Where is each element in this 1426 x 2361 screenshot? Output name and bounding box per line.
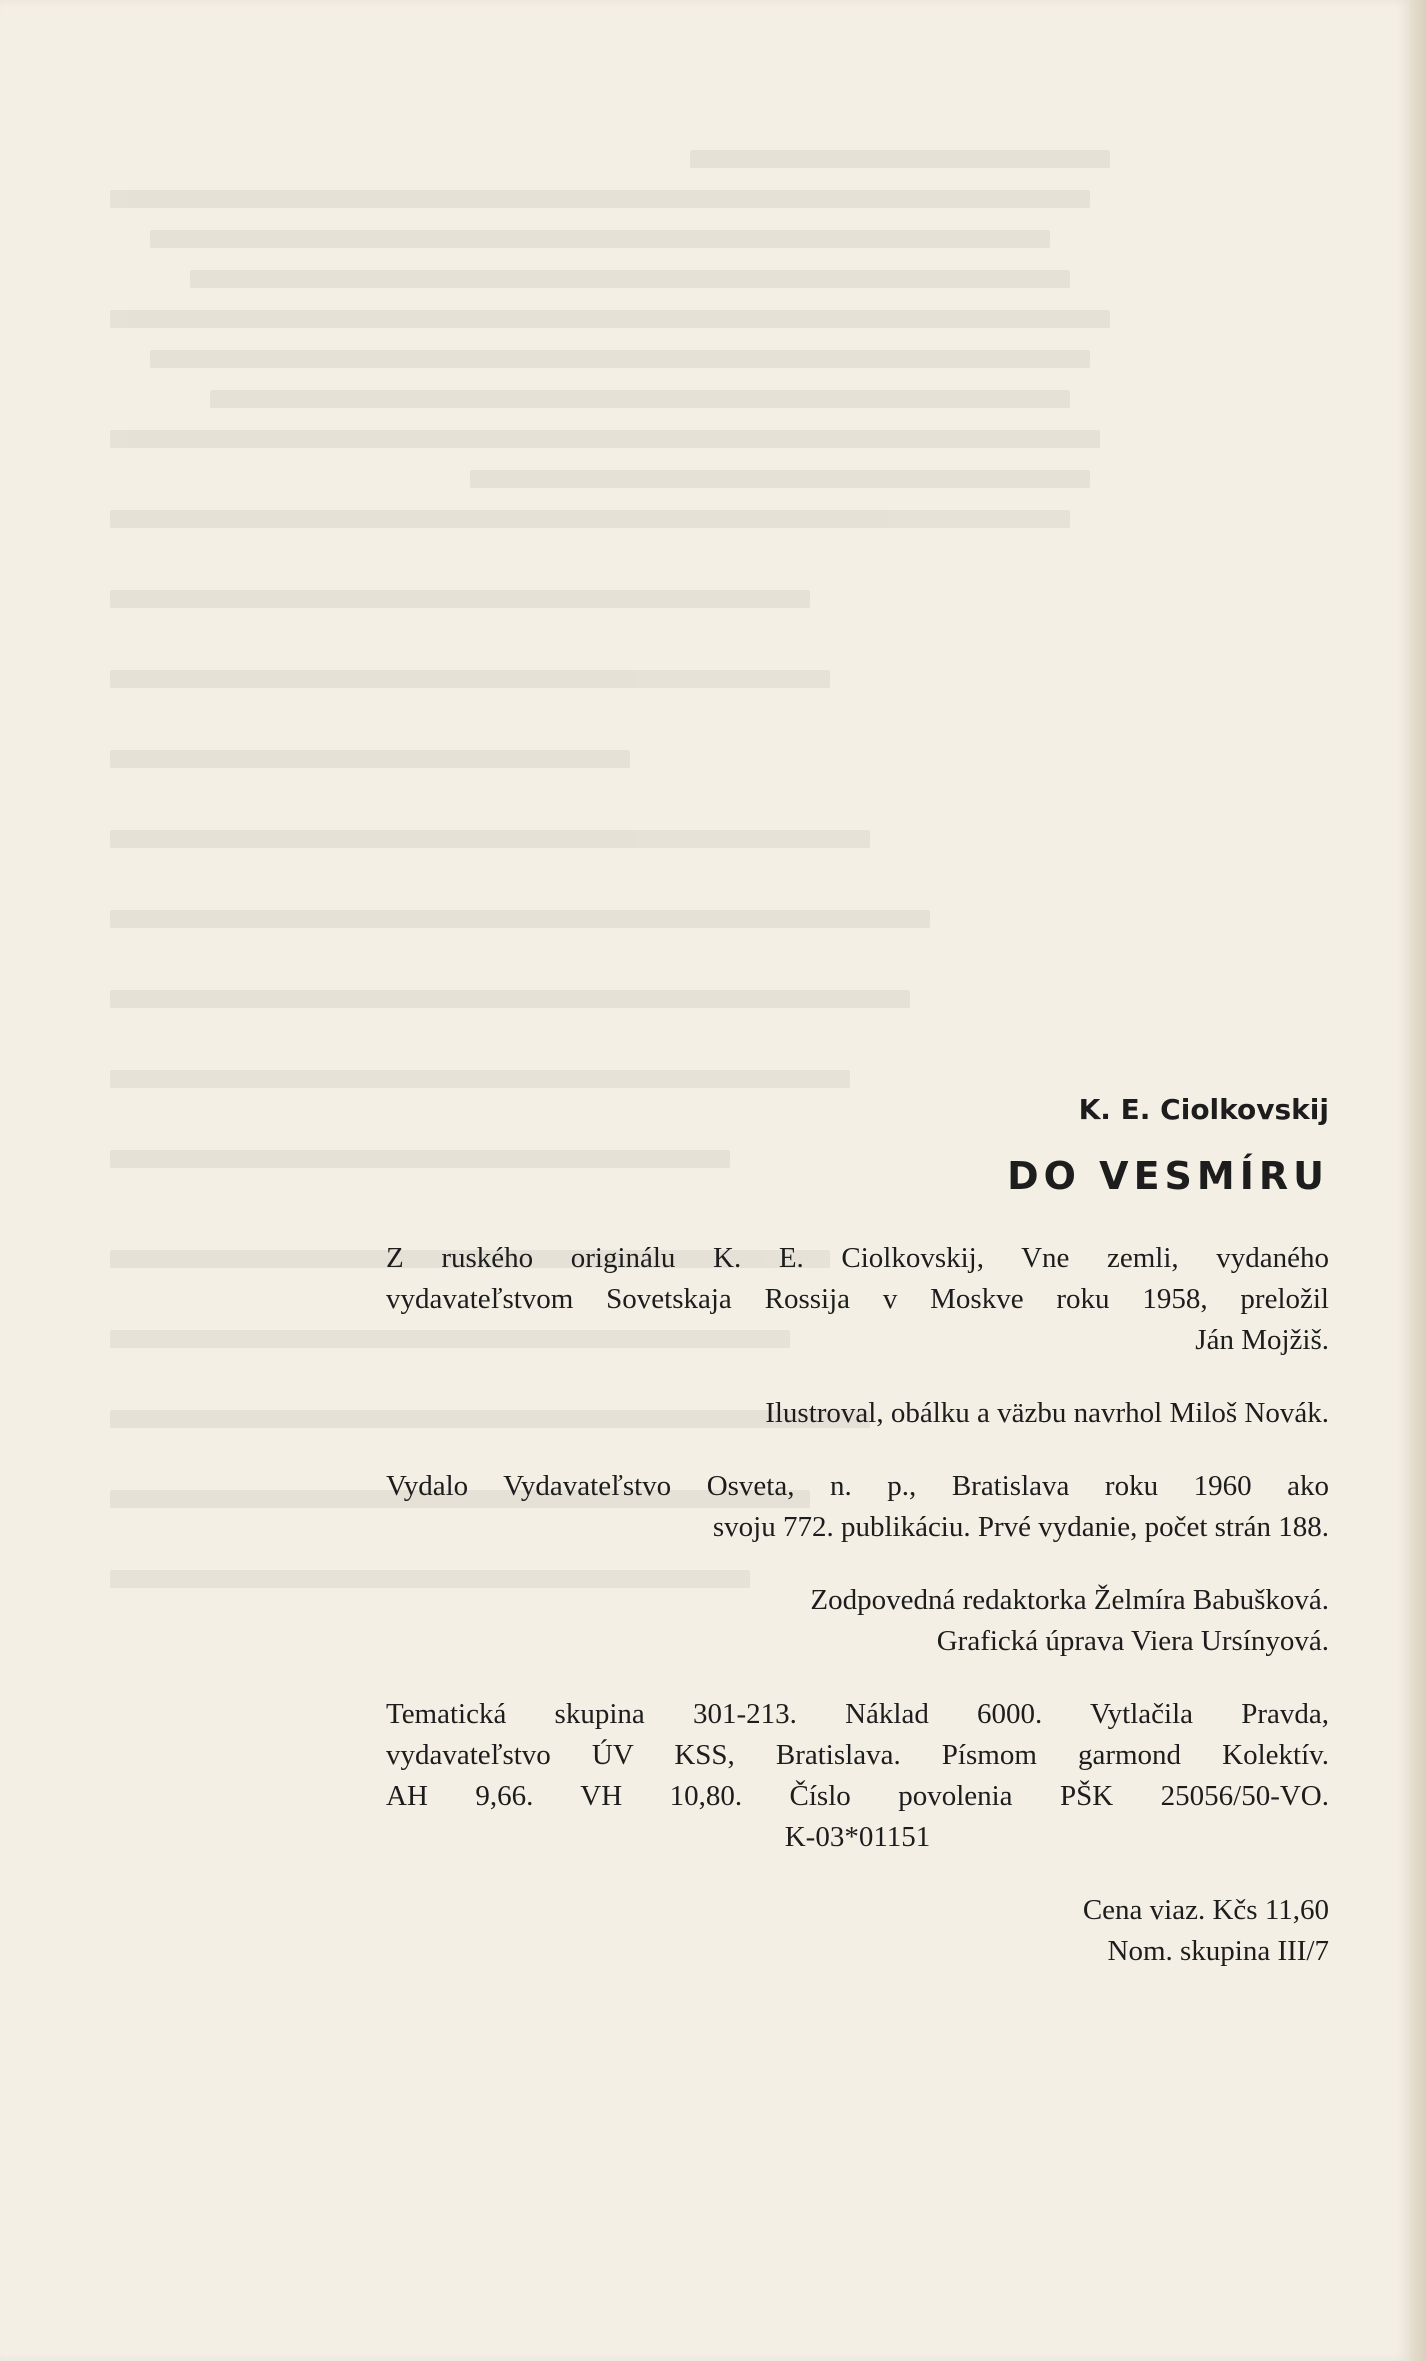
technical-line: K-03*01151 (784, 1821, 931, 1853)
technical-line: AH 9,66. VH 10,80. Číslo povolenia PŠK 25056/50-VO. (386, 1780, 1329, 1812)
translation-line: Ján Mojžiš. (1195, 1324, 1329, 1356)
author-name: K. E. Ciolkovskij (1078, 1093, 1329, 1126)
editor-line: Zodpovedná redaktorka Želmíra Babušková. (810, 1584, 1329, 1616)
technical-line: vydavateľstvo ÚV KSS, Bratislava. Písmom garmond Kolektív. (386, 1739, 1329, 1771)
illustration-line: Ilustroval, obálku a väzbu navrhol Miloš Novák. (765, 1397, 1329, 1429)
editor-line: Grafická úprava Viera Ursínyová. (936, 1625, 1329, 1657)
group-line: Nom. skupina III/7 (1107, 1935, 1329, 1967)
page-edge (1410, 0, 1426, 2361)
book-title: DO VESMÍRU (1007, 1154, 1329, 1198)
publication-line: svoju 772. publikáciu. Prvé vydanie, počet strán 188. (712, 1511, 1329, 1543)
illustration-note (386, 1393, 1329, 1434)
technical-line: Tematická skupina 301-213. Náklad 6000. Vytlačila Pravda, (386, 1698, 1329, 1730)
translation-line: vydavateľstvom Sovetskaja Rossija v Moskve roku 1958, preložil (386, 1283, 1329, 1315)
technical-note (386, 1694, 1329, 1858)
translation-note (386, 1238, 1329, 1361)
price-line: Cena viaz. Kčs 11,60 (1082, 1894, 1329, 1926)
price-note (386, 1890, 1329, 1972)
translation-line: Z ruského originálu K. E. Ciolkovskij, Vne zemli, vydaného (386, 1242, 1329, 1274)
publication-note (386, 1466, 1329, 1548)
editors-note (386, 1580, 1329, 1662)
publication-line: Vydalo Vydavateľstvo Osveta, n. p., Bratislava roku 1960 ako (386, 1470, 1329, 1502)
imprint-block (386, 1090, 1329, 1972)
